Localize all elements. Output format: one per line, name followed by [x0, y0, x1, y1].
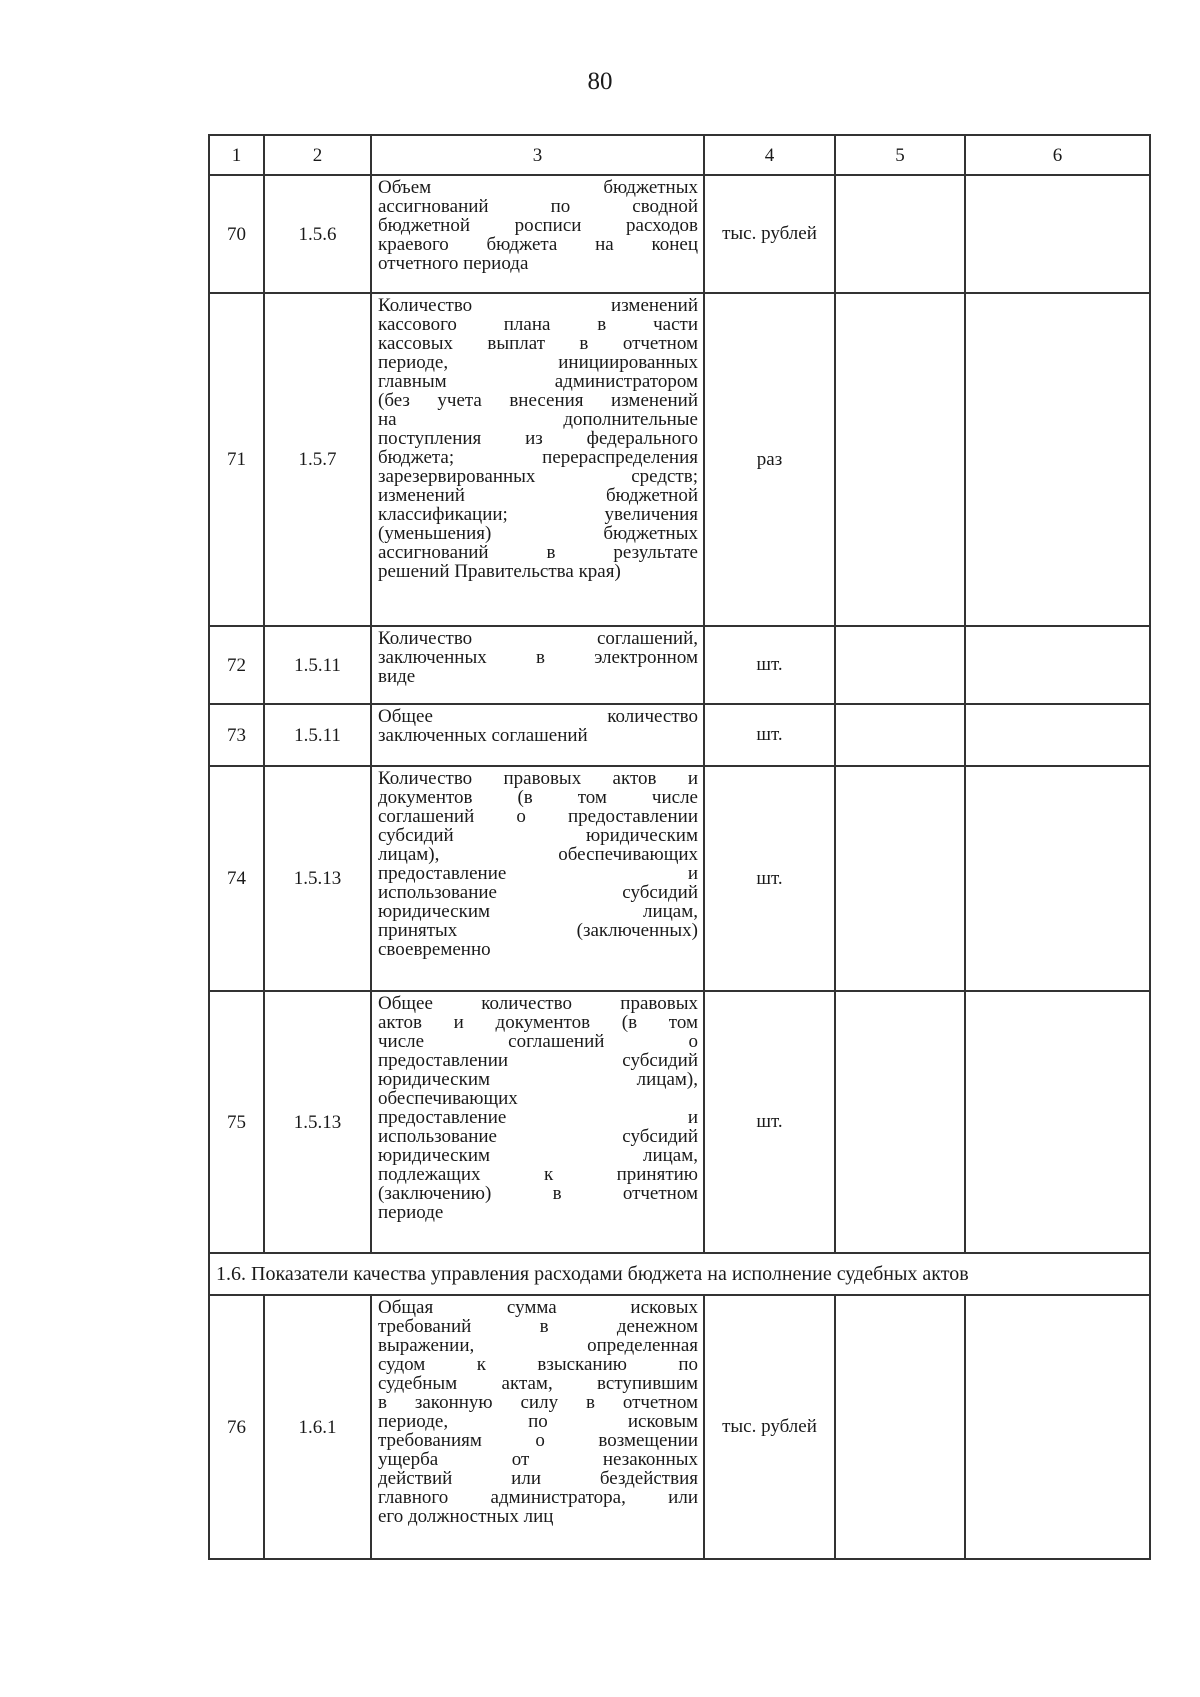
indicator-name-line: ассигнований по сводной	[378, 196, 698, 217]
indicator-name-line: юридическим лицам,	[378, 901, 698, 922]
column-header: 5	[835, 135, 965, 175]
row-number: 71	[209, 293, 264, 626]
indicator-code: 1.5.13	[264, 766, 371, 991]
column-header: 6	[965, 135, 1150, 175]
unit-of-measure: шт.	[704, 766, 835, 991]
indicator-name-line: Количество правовых актов и	[378, 768, 698, 789]
indicator-name	[371, 175, 704, 293]
column-6-value	[965, 293, 1150, 626]
column-5-value	[835, 766, 965, 991]
indicator-name-line: бюджетной росписи расходов	[378, 215, 698, 236]
table-header-row	[209, 135, 1150, 175]
indicators-table	[208, 134, 1151, 1560]
indicator-name-line: требованиям о возмещении	[378, 1430, 698, 1451]
unit-of-measure: тыс. рублей	[704, 1295, 835, 1559]
indicator-name-line: кассового плана в части	[378, 314, 698, 335]
column-6-value	[965, 626, 1150, 704]
indicator-name-line: документов (в том числе	[378, 787, 698, 808]
indicator-name	[371, 991, 704, 1253]
indicator-name-line: классификации; увеличения	[378, 504, 698, 525]
page-number: 80	[587, 68, 613, 95]
indicator-name	[371, 766, 704, 991]
row-number: 70	[209, 175, 264, 293]
indicator-name-line: предоставление и	[378, 1107, 698, 1128]
indicator-name-line: предоставлении субсидий	[378, 1050, 698, 1071]
indicator-name-line: Количество соглашений,	[378, 628, 698, 649]
indicator-name-line: использование субсидий	[378, 882, 698, 903]
indicator-code: 1.6.1	[264, 1295, 371, 1559]
table-body	[209, 135, 1150, 1559]
indicator-name-line: актов и документов (в том	[378, 1012, 698, 1033]
indicator-name-line: действий или бездействия	[378, 1468, 698, 1489]
indicator-name-line: обеспечивающих	[378, 1088, 518, 1109]
indicator-name-line: выражении, определенная	[378, 1335, 698, 1356]
table-row	[209, 1295, 1150, 1559]
indicator-name-line: судебным актам, вступившим	[378, 1373, 698, 1394]
indicator-name-line: заключенных в электронном	[378, 647, 698, 668]
indicator-name-line: (без учета внесения изменений	[378, 390, 698, 411]
row-number: 74	[209, 766, 264, 991]
unit-of-measure: шт.	[704, 991, 835, 1253]
row-number: 72	[209, 626, 264, 704]
indicator-name-line: Общее количество	[378, 706, 698, 727]
row-number: 76	[209, 1295, 264, 1559]
indicator-code: 1.5.6	[264, 175, 371, 293]
column-6-value	[965, 766, 1150, 991]
column-6-value	[965, 704, 1150, 766]
column-header: 3	[371, 135, 704, 175]
row-number: 73	[209, 704, 264, 766]
indicator-name-line: его должностных лиц	[378, 1506, 554, 1527]
indicator-code: 1.5.11	[264, 626, 371, 704]
indicator-name-line: краевого бюджета на конец	[378, 234, 698, 255]
indicator-name-line: поступления из федерального	[378, 428, 698, 449]
column-5-value	[835, 626, 965, 704]
column-header: 1	[209, 135, 264, 175]
indicator-name-line: требований в денежном	[378, 1316, 698, 1337]
indicator-name-line: в законную силу в отчетном	[378, 1392, 698, 1413]
indicator-name-line: ущерба от незаконных	[378, 1449, 698, 1470]
column-5-value	[835, 1295, 965, 1559]
indicator-name-line: юридическим лицам,	[378, 1145, 698, 1166]
indicator-name-line: ассигнований в результате	[378, 542, 698, 563]
table-row	[209, 704, 1150, 766]
indicator-name-line: судом к взысканию по	[378, 1354, 698, 1375]
column-header: 4	[704, 135, 835, 175]
indicator-name-line: виде	[378, 666, 416, 687]
indicator-name-line: (уменьшения) бюджетных	[378, 523, 698, 544]
indicator-name	[371, 704, 704, 766]
table-row	[209, 991, 1150, 1253]
row-number: 75	[209, 991, 264, 1253]
table-row	[209, 626, 1150, 704]
table-row	[209, 293, 1150, 626]
indicator-name-line: числе соглашений о	[378, 1031, 698, 1052]
indicator-name-line: зарезервированных средств;	[378, 466, 698, 487]
unit-of-measure: раз	[704, 293, 835, 626]
unit-of-measure: шт.	[704, 626, 835, 704]
column-5-value	[835, 991, 965, 1253]
indicator-name-line: периоде	[378, 1202, 444, 1223]
section-row	[209, 1253, 1150, 1295]
indicator-name-line: подлежащих к принятию	[378, 1164, 698, 1185]
indicator-name-line: главного администратора, или	[378, 1487, 698, 1508]
indicator-name-line: главным администратором	[378, 371, 698, 392]
column-6-value	[965, 991, 1150, 1253]
column-5-value	[835, 704, 965, 766]
unit-of-measure: тыс. рублей	[704, 175, 835, 293]
indicator-name-line: отчетного периода	[378, 253, 529, 274]
table-row	[209, 766, 1150, 991]
indicator-name	[371, 626, 704, 704]
indicator-name-line: Объем бюджетных	[378, 177, 698, 198]
table-row	[209, 175, 1150, 293]
indicator-name-line: принятых (заключенных)	[378, 920, 698, 941]
indicator-name	[371, 293, 704, 626]
column-6-value	[965, 1295, 1150, 1559]
indicator-name-line: своевременно	[378, 939, 491, 960]
indicator-name-line: Общая сумма исковых	[378, 1297, 698, 1318]
indicator-name-line: периоде, инициированных	[378, 352, 698, 373]
indicator-name-line: на дополнительные	[378, 409, 698, 430]
indicator-name-line: изменений бюджетной	[378, 485, 698, 506]
indicator-name-line: Общее количество правовых	[378, 993, 698, 1014]
indicator-name-line: субсидий юридическим	[378, 825, 698, 846]
indicator-name-line: кассовых выплат в отчетном	[378, 333, 698, 354]
unit-of-measure: шт.	[704, 704, 835, 766]
indicator-code: 1.5.13	[264, 991, 371, 1253]
indicator-name-line: соглашений о предоставлении	[378, 806, 698, 827]
indicator-name-line: предоставление и	[378, 863, 698, 884]
column-5-value	[835, 293, 965, 626]
indicator-name-line: решений Правительства края)	[378, 561, 621, 582]
column-5-value	[835, 175, 965, 293]
indicator-code: 1.5.7	[264, 293, 371, 626]
indicator-name-line: лицам), обеспечивающих	[378, 844, 698, 865]
section-title: 1.6. Показатели качества управления расходами бюджета на исполнение судебных актов	[209, 1253, 1150, 1295]
indicator-name-line: Количество изменений	[378, 295, 698, 316]
indicator-code: 1.5.11	[264, 704, 371, 766]
indicator-name	[371, 1295, 704, 1559]
indicator-name-line: периоде, по исковым	[378, 1411, 698, 1432]
indicator-name-line: заключенных соглашений	[378, 725, 588, 746]
indicator-name-line: бюджета; перераспределения	[378, 447, 698, 468]
column-header: 2	[264, 135, 371, 175]
indicator-name-line: юридическим лицам),	[378, 1069, 698, 1090]
column-6-value	[965, 175, 1150, 293]
indicator-name-line: (заключению) в отчетном	[378, 1183, 698, 1204]
indicator-name-line: использование субсидий	[378, 1126, 698, 1147]
